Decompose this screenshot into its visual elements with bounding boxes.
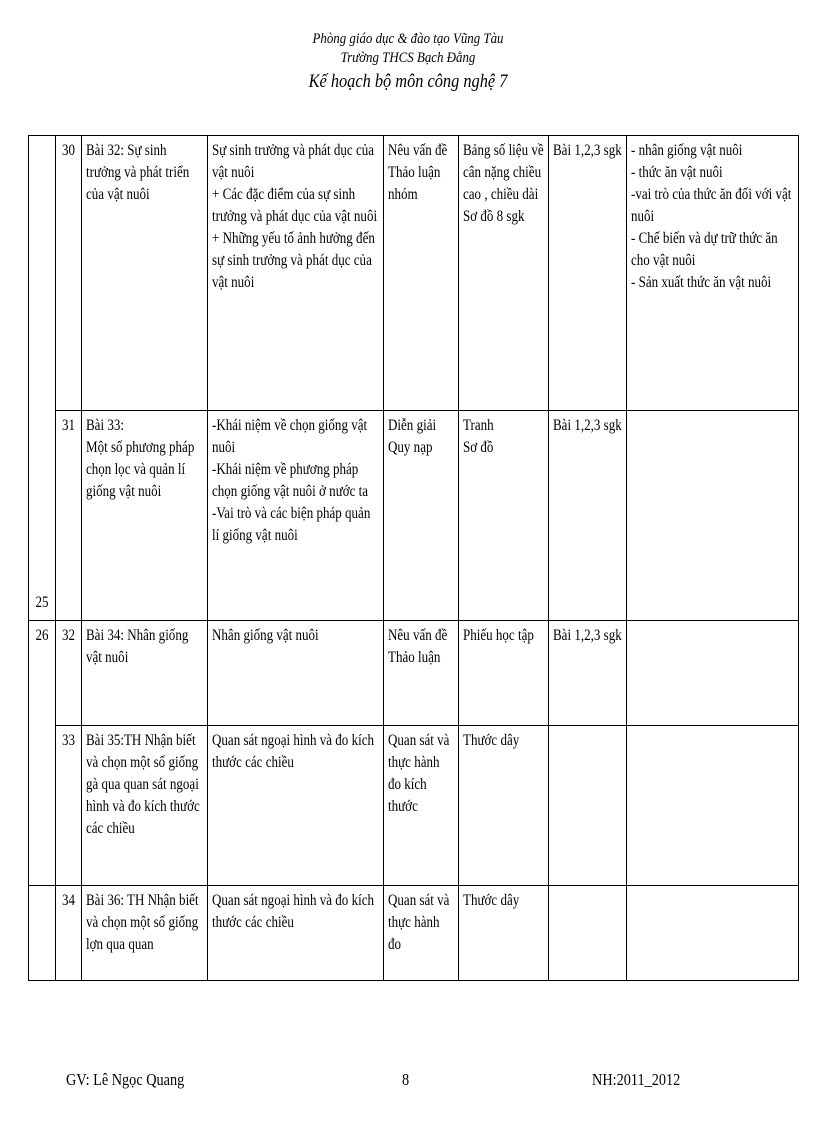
notes-cell [627,886,799,981]
week-cell: 26 [29,621,56,886]
lesson-title-cell: Bài 33: Một số phương pháp chọn lọc và quản lí giống vật nuôi [82,411,208,621]
exercises-cell: Bài 1,2,3 sgk [549,136,627,411]
document-header [0,30,816,96]
teacher-name: GV: Lê Ngọc Quang [66,1070,185,1089]
notes-cell: - nhân giống vật nuôi - thức ăn vật nuôi -vai trò của thức ăn đối với vật nuôi - Chế biến và dự trữ thức ăn cho vật nuôi - Sản xuất thức ăn vật nuôi [627,136,799,411]
lesson-number-cell: 30 [56,136,82,411]
teaching-method-cell: Diễn giải Quy nạp [384,411,459,621]
lesson-title-cell: Bài 35:TH Nhận biết và chọn một số giống gà qua quan sát ngoại hình và đo kích thước các chiều [82,726,208,886]
table-row [29,136,799,411]
exercises-cell [549,886,627,981]
notes-cell [627,726,799,886]
notes-cell [627,621,799,726]
school-year: NH:2011_2012 [592,1070,681,1089]
lesson-title-cell: Bài 34: Nhân giống vật nuôi [82,621,208,726]
materials-cell: Thước dây [459,726,549,886]
page-number: 8 [402,1070,410,1089]
materials-cell: Bảng số liệu về cân nặng chiều cao , chiều dài Sơ đồ 8 sgk [459,136,549,411]
exercises-cell: Bài 1,2,3 sgk [549,621,627,726]
exercises-cell [549,726,627,886]
week-cell [29,886,56,981]
notes-cell [627,411,799,621]
lesson-plan-table [28,135,799,981]
table-row [29,726,799,886]
school-name: Trường THCS Bạch Đằng [340,50,476,66]
lesson-content-cell: Quan sát ngoại hình và đo kích thước các chiều [208,886,384,981]
department-name: Phòng giáo dục & đào tạo Vũng Tàu [312,31,504,47]
document-title: Kế hoạch bộ môn công nghệ 7 [308,71,508,92]
table-row [29,886,799,981]
lesson-number-cell: 34 [56,886,82,981]
table-row [29,411,799,621]
table-row [29,621,799,726]
materials-cell: Phiếu học tập [459,621,549,726]
week-cell: 25 [29,136,56,621]
lesson-content-cell: Nhân giống vật nuôi [208,621,384,726]
lesson-content-cell: Quan sát ngoại hình và đo kích thước các chiều [208,726,384,886]
teaching-method-cell: Nêu vấn đề Thảo luận nhóm [384,136,459,411]
teaching-method-cell: Nêu vấn đề Thảo luận [384,621,459,726]
lesson-content-cell: -Khái niệm về chọn giống vật nuôi -Khái niệm về phương pháp chọn giống vật nuôi ở nước ta -Vai trò và các biện pháp quản lí giống vật nuôi [208,411,384,621]
lesson-title-cell: Bài 36: TH Nhận biết và chọn một số giống lợn qua quan [82,886,208,981]
lesson-number-cell: 31 [56,411,82,621]
exercises-cell: Bài 1,2,3 sgk [549,411,627,621]
materials-cell: Thước dây [459,886,549,981]
teaching-method-cell: Quan sát và thực hành đo [384,886,459,981]
lesson-content-cell: Sự sinh trưởng và phát dục của vật nuôi + Các đặc điểm của sự sinh trưởng và phát dục của vật nuôi + Những yếu tố ảnh hưởng đến sự sinh trưởng và phát dục của vật nuôi [208,136,384,411]
lesson-title-cell: Bài 32: Sự sinh trưởng và phát triển của vật nuôi [82,136,208,411]
teaching-method-cell: Quan sát và thực hành đo kích thước [384,726,459,886]
materials-cell: Tranh Sơ đồ [459,411,549,621]
lesson-number-cell: 32 [56,621,82,726]
lesson-number-cell: 33 [56,726,82,886]
